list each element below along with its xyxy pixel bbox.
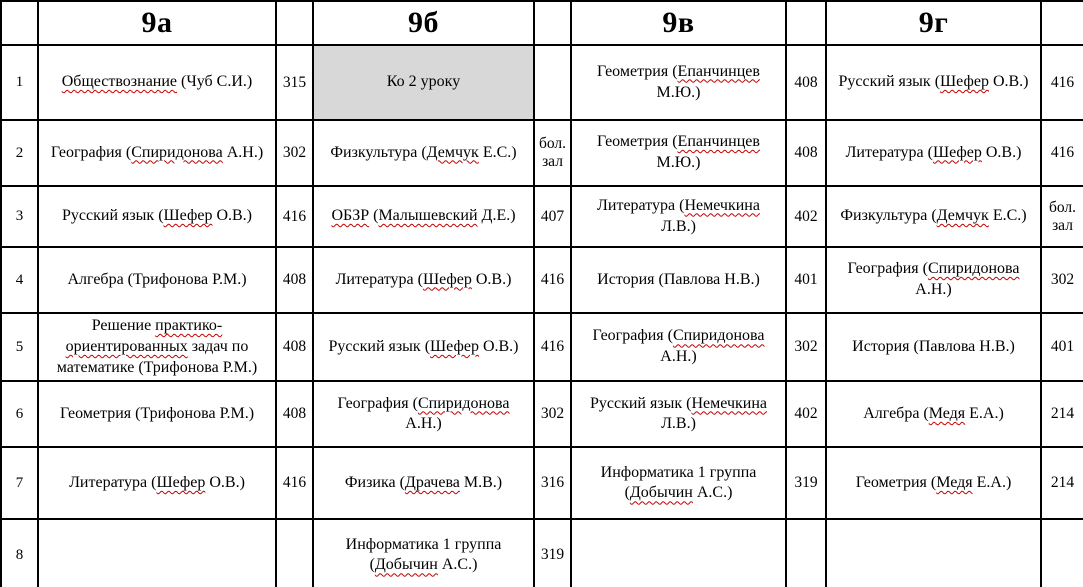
schedule-row [1, 186, 1083, 247]
lesson-cell: Решение практико-ориентированных задач по математике (Трифонова Р.М.) [38, 313, 276, 381]
lesson-cell: Русский язык (Шефер О.В.) [313, 313, 534, 381]
lesson-cell: История (Павлова Н.В.) [826, 313, 1041, 381]
room-cell: 408 [786, 45, 826, 120]
schedule-row [1, 120, 1083, 186]
spellcheck-underline: Шефер [940, 73, 989, 91]
spellcheck-underline: Шефер [422, 270, 472, 288]
spellcheck-underline: Спиридонова [131, 143, 223, 161]
spellcheck-underline: Медя [936, 473, 973, 491]
room-cell: 408 [276, 381, 313, 447]
lesson-cell: Физкультура (Демчук Е.С.) [826, 186, 1041, 247]
room-cell: 302 [1041, 247, 1083, 313]
spellcheck-underline: Шефер [430, 337, 479, 355]
room-cell [1041, 519, 1083, 587]
spellcheck-underline: Малышевский [378, 207, 478, 225]
room-cell: 416 [1041, 45, 1083, 120]
room-cell [786, 519, 826, 587]
header-class-9b: 9б [313, 1, 534, 45]
lesson-number: 7 [1, 447, 38, 519]
lesson-cell: Геометрия (Епанчинцев М.Ю.) [571, 45, 786, 120]
room-cell: бол. зал [534, 120, 571, 186]
lesson-cell: Литература (Шефер О.В.) [826, 120, 1041, 186]
spellcheck-underline: Шефер [932, 143, 982, 161]
schedule-row [1, 45, 1083, 120]
room-cell: 408 [786, 120, 826, 186]
room-cell: 316 [534, 447, 571, 519]
lesson-cell: Литература (Шефер О.В.) [38, 447, 276, 519]
room-cell: 408 [276, 247, 313, 313]
spellcheck-underline: Спиридонова [672, 327, 765, 345]
header-row [1, 1, 1083, 45]
header-room-spacer [1041, 1, 1083, 45]
room-cell: 302 [276, 120, 313, 186]
spellcheck-underline: Добычин [374, 556, 438, 574]
spellcheck-underline: Шефер [163, 207, 213, 225]
lesson-cell: Физкультура (Демчук Е.С.) [313, 120, 534, 186]
room-cell: 302 [534, 381, 571, 447]
lesson-cell: Русский язык (Шефер О.В.) [826, 45, 1041, 120]
spellcheck-underline: Медя [928, 404, 966, 422]
spellcheck-underline: Епанчинцев [677, 133, 760, 151]
spellcheck-underline: Епанчинцев [677, 62, 760, 80]
spellcheck-underline: Демчук [936, 207, 989, 225]
lesson-cell: География (Спиридонова А.Н.) [826, 247, 1041, 313]
lesson-cell: Русский язык (Шефер О.В.) [38, 186, 276, 247]
spellcheck-underline: Добычин [629, 484, 693, 502]
lesson-cell: Информатика 1 группа (Добычин А.С.) [571, 447, 786, 519]
spellcheck-underline: Немечкина [684, 196, 760, 214]
lesson-cell: Обществознание (Чуб С.И.) [38, 45, 276, 120]
spellcheck-underline: Обществознание [61, 73, 178, 91]
header-room-spacer [786, 1, 826, 45]
room-cell: 214 [1041, 381, 1083, 447]
lesson-cell: Геометрия (Трифонова Р.М.) [38, 381, 276, 447]
spellcheck-underline: Шефер [156, 473, 206, 491]
schedule-row [1, 247, 1083, 313]
spellcheck-underline: ОБЗР [331, 207, 370, 225]
header-class-9g: 9г [826, 1, 1041, 45]
lesson-cell: Русский язык (Немечкина Л.В.) [571, 381, 786, 447]
schedule-body [1, 45, 1083, 587]
room-cell: 402 [786, 381, 826, 447]
room-cell [276, 519, 313, 587]
lesson-number: 2 [1, 120, 38, 186]
lesson-number: 3 [1, 186, 38, 247]
room-cell: 416 [1041, 120, 1083, 186]
spellcheck-underline: практико-ориентированных [65, 317, 223, 355]
header-room-spacer [276, 1, 313, 45]
lesson-cell: География (Спиридонова А.Н.) [571, 313, 786, 381]
lesson-cell [571, 519, 786, 587]
room-cell: 402 [786, 186, 826, 247]
lesson-cell: Алгебра (Медя Е.А.) [826, 381, 1041, 447]
spellcheck-underline: Спиридонова [417, 394, 510, 412]
lesson-cell: География (Спиридонова А.Н.) [38, 120, 276, 186]
schedule-row [1, 381, 1083, 447]
lesson-cell: ОБЗР (Малышевский Д.Е.) [313, 186, 534, 247]
room-cell: 416 [534, 313, 571, 381]
lesson-cell: География (Спиридонова А.Н.) [313, 381, 534, 447]
lesson-number: 8 [1, 519, 38, 587]
spellcheck-underline: Демчук [426, 143, 479, 161]
room-cell: 401 [1041, 313, 1083, 381]
lesson-cell: Физика (Драчева М.В.) [313, 447, 534, 519]
schedule-row [1, 313, 1083, 381]
room-cell: 416 [534, 247, 571, 313]
lesson-cell: Ко 2 уроку [313, 45, 534, 120]
lesson-number: 4 [1, 247, 38, 313]
room-cell: 319 [786, 447, 826, 519]
lesson-cell: Литература (Шефер О.В.) [313, 247, 534, 313]
lesson-cell: История (Павлова Н.В.) [571, 247, 786, 313]
lesson-cell: Алгебра (Трифонова Р.М.) [38, 247, 276, 313]
room-cell: 302 [786, 313, 826, 381]
schedule-row [1, 447, 1083, 519]
room-cell: 416 [276, 447, 313, 519]
header-room-spacer [534, 1, 571, 45]
room-cell: 401 [786, 247, 826, 313]
lesson-cell: Геометрия (Епанчинцев М.Ю.) [571, 120, 786, 186]
room-cell [534, 45, 571, 120]
header-corner-cell [1, 1, 38, 45]
lesson-cell: Геометрия (Медя Е.А.) [826, 447, 1041, 519]
header-class-9v: 9в [571, 1, 786, 45]
room-cell: 315 [276, 45, 313, 120]
lesson-cell [826, 519, 1041, 587]
spellcheck-underline: Спиридонова [927, 260, 1020, 278]
lesson-number: 1 [1, 45, 38, 120]
room-cell: 416 [276, 186, 313, 247]
room-cell: 214 [1041, 447, 1083, 519]
room-cell: бол. зал [1041, 186, 1083, 247]
lesson-number: 6 [1, 381, 38, 447]
lesson-cell: Литература (Немечкина Л.В.) [571, 186, 786, 247]
lesson-cell: Информатика 1 группа (Добычин А.С.) [313, 519, 534, 587]
lesson-cell [38, 519, 276, 587]
lesson-number: 5 [1, 313, 38, 381]
spellcheck-underline: Драчева [404, 473, 460, 491]
room-cell: 407 [534, 186, 571, 247]
header-class-9a: 9а [38, 1, 276, 45]
room-cell: 319 [534, 519, 571, 587]
spellcheck-underline: Немечкина [691, 394, 768, 412]
schedule-row [1, 519, 1083, 587]
room-cell: 408 [276, 313, 313, 381]
